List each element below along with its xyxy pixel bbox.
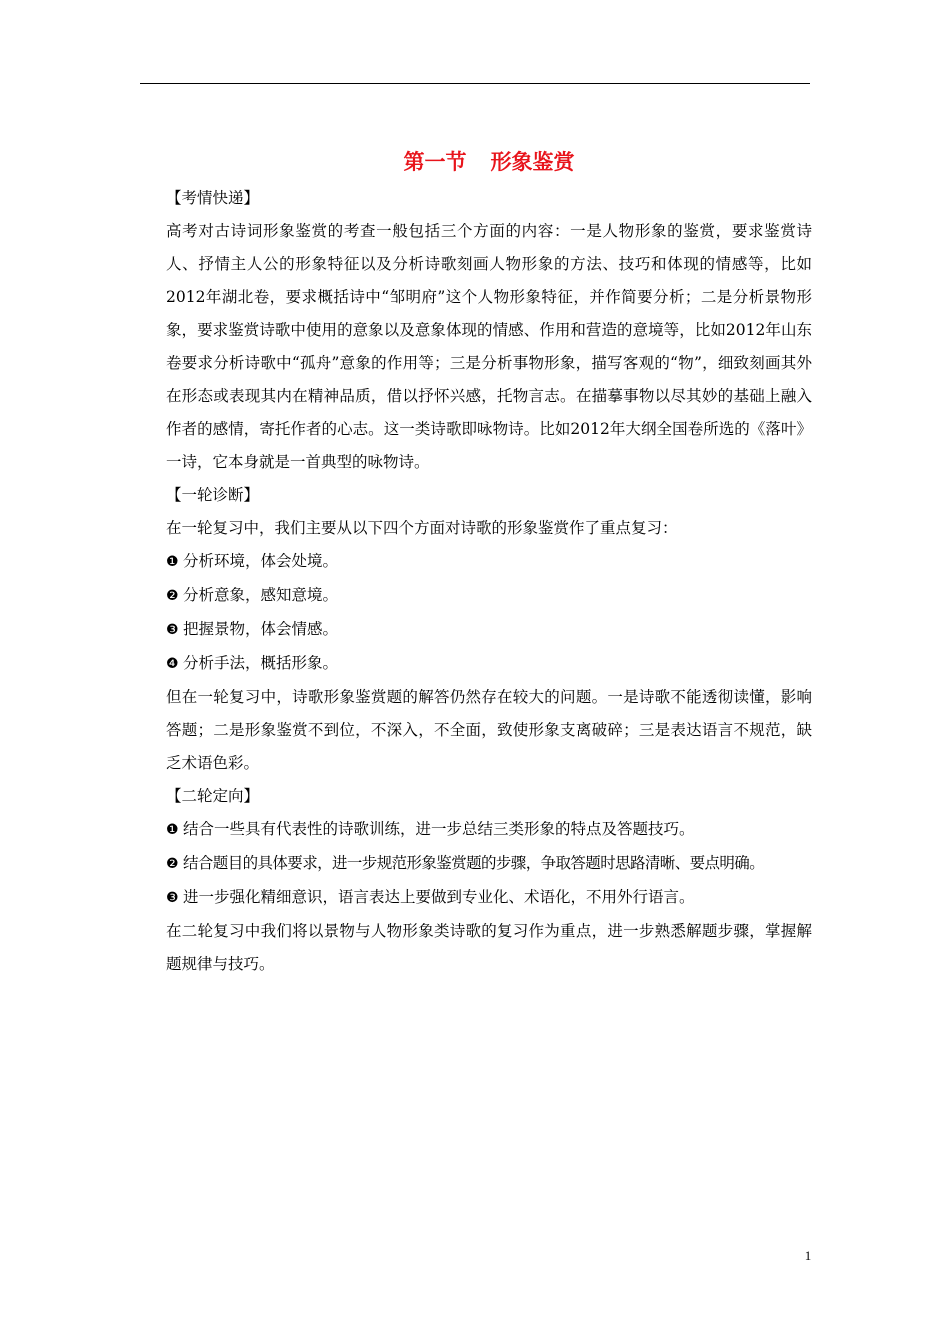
circled-number-icon: ❸ — [166, 890, 179, 906]
round2-summary: 在二轮复习中我们将以景物与人物形象类诗歌的复习作为重点，进一步熟悉解题步骤，掌握解题规律与技巧。 — [166, 922, 812, 973]
round2-item-text: 结合一些具有代表性的诗歌训练，进一步总结三类形象的特点及答题技巧。 — [183, 820, 695, 838]
round1-intro: 在一轮复习中，我们主要从以下四个方面对诗歌的形象鉴赏作了重点复习： — [166, 519, 678, 537]
round1-item-text: 把握景物，体会情感。 — [183, 620, 339, 638]
document-body — [166, 144, 812, 981]
round1-item-4 — [166, 647, 812, 681]
round2-item-text: 进一步强化精细意识，语言表达上要做到专业化、术语化，不用外行语言。 — [183, 888, 695, 906]
circled-number-icon: ❶ — [166, 822, 179, 838]
section-title-number: 第一节 — [403, 150, 467, 174]
section-title-text: 形象鉴赏 — [490, 150, 575, 174]
circled-number-icon: ❷ — [166, 856, 178, 872]
round1-item-2 — [166, 579, 812, 613]
round2-item-1 — [166, 813, 812, 847]
round2-item-2 — [166, 847, 812, 881]
exam-heading: 【考情快递】 — [166, 189, 260, 207]
header-rule — [140, 83, 810, 84]
round2-item-3 — [166, 881, 812, 915]
round1-heading: 【一轮诊断】 — [166, 486, 260, 504]
circled-number-icon: ❶ — [166, 554, 179, 570]
circled-number-icon: ❹ — [166, 656, 179, 672]
circled-number-icon: ❸ — [166, 622, 179, 638]
round2-item-text: 结合题目的具体要求，进一步规范形象鉴赏题的步骤，争取答题时思路清晰、要点明确。 — [183, 854, 765, 872]
section-title — [166, 144, 812, 180]
round1-item-text: 分析意象，感知意境。 — [183, 586, 339, 604]
round1-item-3 — [166, 613, 812, 647]
round1-item-text: 分析环境，体会处境。 — [183, 552, 339, 570]
round1-item-text: 分析手法，概括形象。 — [183, 654, 339, 672]
round2-heading: 【二轮定向】 — [166, 787, 260, 805]
circled-number-icon: ❷ — [166, 588, 179, 604]
round1-item-1 — [166, 545, 812, 579]
exam-body: 高考对古诗词形象鉴赏的考查一般包括三个方面的内容：一是人物形象的鉴赏，要求鉴赏诗人、抒情主人公的形象特征以及分析诗歌刻画人物形象的方法、技巧和体现的情感等，比如2012年湖北卷，要求概括诗中“邹明府”这个人物形象特征，并作简要分析；二是分析景物形象，要求鉴赏诗歌中使用的意象以及意象体现的情感、作用和营造的意境等，比如2012年山东卷要求分析诗歌中“孤舟”意象的作用等；三是分析事物形象，描写客观的“物”，细致刻画其外在形态或表现其内在精神品质，借以抒怀兴感，托物言志。在描摹事物以尽其妙的基础上融入作者的感情，寄托作者的心志。这一类诗歌即咏物诗。比如2012年大纲全国卷所选的《落叶》一诗，它本身就是一首典型的咏物诗。 — [166, 222, 812, 471]
round1-summary: 但在一轮复习中，诗歌形象鉴赏题的解答仍然存在较大的问题。一是诗歌不能透彻读懂，影响答题；二是形象鉴赏不到位，不深入，不全面，致使形象支离破碎；三是表达语言不规范，缺乏术语色彩。 — [166, 688, 812, 772]
page-number: 1 — [804, 1248, 812, 1263]
